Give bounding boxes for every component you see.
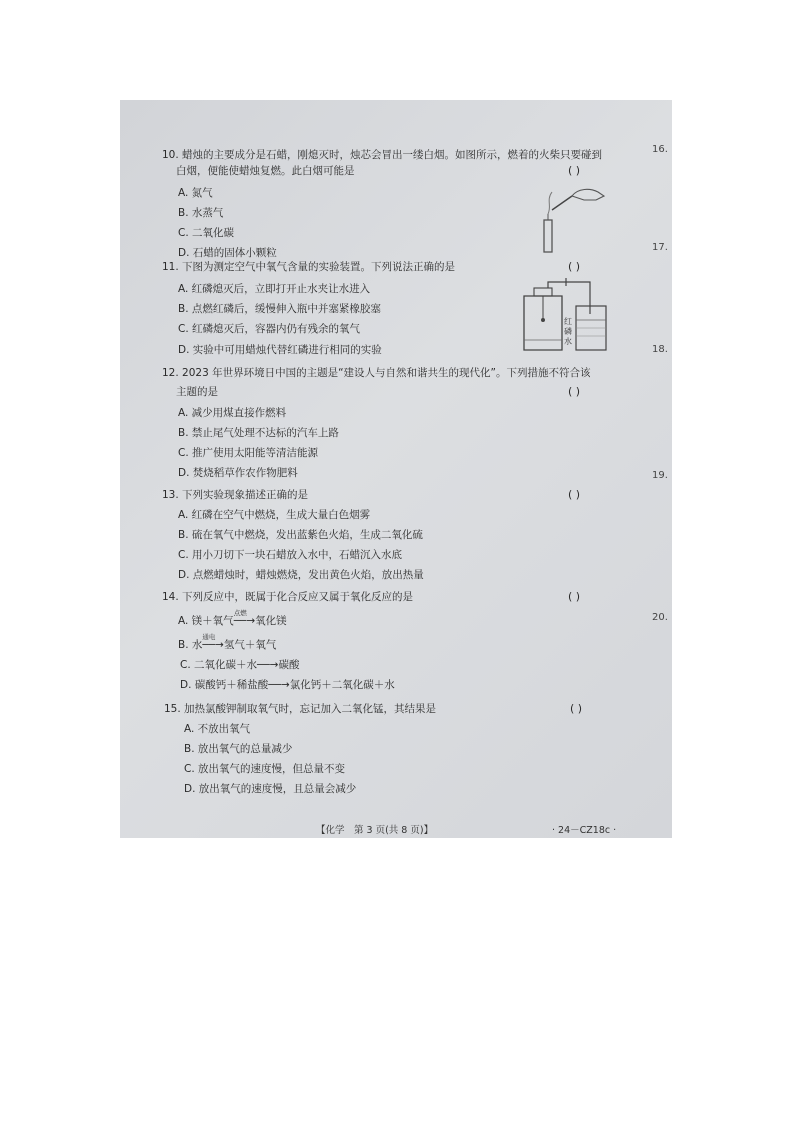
q13-answer-paren: ( ) <box>568 488 581 501</box>
q11-option-d: D. 实验中可用蜡烛代替红磷进行相同的实验 <box>178 344 382 356</box>
q13-stem: 13. 下列实验现象描述正确的是 <box>162 489 309 501</box>
q14-option-b-products: 氢气＋氧气 <box>223 639 277 651</box>
q15-option-c: C. 放出氧气的速度慢，但总量不变 <box>184 763 346 775</box>
q14-option-b-condition: 通电 <box>202 633 216 641</box>
q13-option-b: B. 硫在氧气中燃烧，发出蓝紫色火焰，生成二氧化硫 <box>178 529 423 541</box>
q13-option-c: C. 用小刀切下一块石蜡放入水中，石蜡沉入水底 <box>178 549 403 561</box>
q14-option-c: C. 二氧化碳＋水──→碳酸 <box>180 659 300 671</box>
fig-label-red: 红 <box>564 317 572 326</box>
q14-answer-paren: ( ) <box>568 590 581 603</box>
right-question-number: 16. <box>652 144 668 155</box>
q15-option-a: A. 不放出氧气 <box>184 723 251 735</box>
q14-option-a <box>178 609 287 628</box>
q14-option-b-reactants: B. 水 <box>178 639 203 651</box>
q14-option-a-reactants: A. 镁＋氧气 <box>178 615 234 627</box>
q14-option-a-arrow: 点燃 ──→ <box>234 614 255 628</box>
q11-stem: 11. 下图为测定空气中氧气含量的实验装置。下列说法正确的是 <box>162 261 456 273</box>
q13-option-a: A. 红磷在空气中燃烧，生成大量白色烟雾 <box>178 509 371 521</box>
q12-stem-line1: 12. 2023 年世界环境日中国的主题是“建设人与自然和谐共生的现代化”。下列措施不符合该 <box>162 367 591 379</box>
exam-page <box>120 100 672 838</box>
q14-option-b <box>178 633 277 652</box>
q13-option-d: D. 点燃蜡烛时，蜡烛燃烧，发出黄色火焰，放出热量 <box>178 569 424 581</box>
oxygen-apparatus-figure <box>520 278 610 354</box>
q14-option-a-product: 氧化镁 <box>255 615 287 627</box>
q15-stem: 15. 加热氯酸钾制取氧气时，忘记加入二氧化锰，其结果是 <box>164 703 437 715</box>
q14-option-a-condition: 点燃 <box>233 609 247 617</box>
q10-option-c: C. 二氧化碳 <box>178 227 235 239</box>
q14-option-b-arrow: 通电 ──→ <box>202 638 223 652</box>
q15-option-d: D. 放出氧气的速度慢，且总量会减少 <box>184 783 357 795</box>
fig-label-water: 水 <box>564 337 572 346</box>
q15-option-b: B. 放出氧气的总量减少 <box>184 743 293 755</box>
q15-answer-paren: ( ) <box>570 702 583 715</box>
q10-stem-line2: 白烟，便能使蜡烛复燃。此白烟可能是 <box>176 165 355 177</box>
q12-option-d: D. 焚烧稻草作农作物肥料 <box>178 467 298 479</box>
right-question-number: 17. <box>652 242 668 253</box>
candle-figure <box>538 186 618 256</box>
right-question-number: 18. <box>652 344 668 355</box>
q12-answer-paren: ( ) <box>568 385 581 398</box>
q10-option-d: D. 石蜡的固体小颗粒 <box>178 247 277 259</box>
q10-option-a: A. 氮气 <box>178 187 213 199</box>
q14-stem: 14. 下列反应中，既属于化合反应又属于氧化反应的是 <box>162 591 414 603</box>
q12-stem-line2: 主题的是 <box>176 386 218 398</box>
q11-option-a: A. 红磷熄灭后，立即打开止水夹让水进入 <box>178 283 371 295</box>
q10-stem-line1: 10. 蜡烛的主要成分是石蜡，刚熄灭时，烛芯会冒出一缕白烟。如图所示，燃着的火柴只要碰到 <box>162 149 603 161</box>
right-question-number: 19. <box>652 470 668 481</box>
q11-option-b: B. 点燃红磷后，缓慢伸入瓶中并塞紧橡胶塞 <box>178 303 381 315</box>
fig-label-phosphorus: 磷 <box>564 327 572 336</box>
q14-option-d: D. 碳酸钙＋稀盐酸──→氯化钙＋二氧化碳＋水 <box>180 679 395 691</box>
exam-photo <box>120 100 672 838</box>
page-footer-code: · 24－CZ18c · <box>552 825 617 836</box>
q10-option-b: B. 水蒸气 <box>178 207 224 219</box>
q11-option-c: C. 红磷熄灭后，容器内仍有残余的氧气 <box>178 323 361 335</box>
q11-answer-paren: ( ) <box>568 260 581 273</box>
q10-answer-paren: ( ) <box>568 164 581 177</box>
right-question-number: 20. <box>652 612 668 623</box>
q12-option-b: B. 禁止尾气处理不达标的汽车上路 <box>178 427 339 439</box>
q12-option-c: C. 推广使用太阳能等清洁能源 <box>178 447 319 459</box>
q12-option-a: A. 减少用煤直接作燃料 <box>178 407 287 419</box>
page-footer-label: 【化学 第 3 页(共 8 页)】 <box>316 825 434 836</box>
